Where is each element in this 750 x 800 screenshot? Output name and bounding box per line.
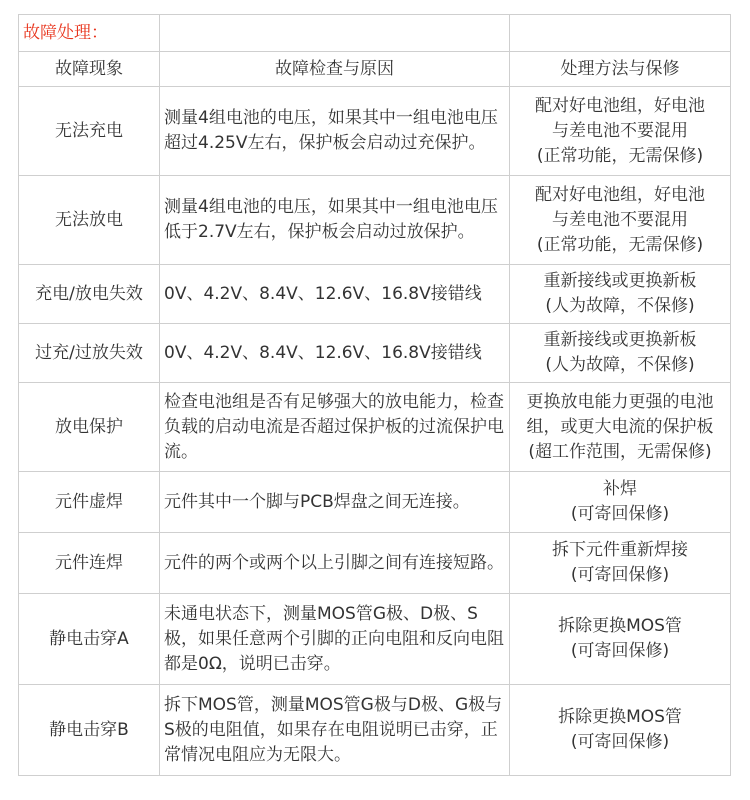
fix-line: (正常功能，无需保修) <box>536 145 704 166</box>
fix-line: (人为故障，不保修) <box>545 296 695 316</box>
fix-line: 配对好电池组，好电池 <box>535 184 705 205</box>
fix-line: (正常功能，无需保修) <box>536 234 704 255</box>
check-cell: 测量4组电池的电压，如果其中一组电池电压超过4.25V左右，保护板会启动过充保护。 <box>160 87 510 176</box>
symptom-cell: 过充/过放失效 <box>19 324 160 383</box>
fix-cell <box>510 176 731 265</box>
fix-cell <box>510 533 731 594</box>
check-cell: 元件其中一个脚与PCB焊盘之间无连接。 <box>160 472 510 533</box>
check-cell: 0V、4.2V、8.4V、12.6V、16.8V接错线 <box>160 324 510 383</box>
symptom-cell: 静电击穿A <box>19 594 160 685</box>
fix-cell <box>510 594 731 685</box>
table-row <box>19 324 731 383</box>
check-cell: 元件的两个或两个以上引脚之间有连接短路。 <box>160 533 510 594</box>
fix-line: (可寄回保修) <box>570 504 670 524</box>
fix-line: (人为故障，不保修) <box>545 355 695 375</box>
fix-cell <box>510 265 731 324</box>
symptom-cell: 无法充电 <box>19 87 160 176</box>
fix-line: 更换放电能力更强的电池 <box>526 391 714 412</box>
fix-line: 拆除更换MOS管 <box>558 616 682 636</box>
table-row <box>19 594 731 685</box>
fix-line: 与差电池不要混用 <box>552 120 688 141</box>
symptom-cell: 元件虚焊 <box>19 472 160 533</box>
title-row <box>19 15 731 52</box>
table-row <box>19 176 731 265</box>
fault-table <box>18 14 731 776</box>
check-cell: 测量4组电池的电压，如果其中一组电池电压低于2.7V左右，保护板会启动过放保护。 <box>160 176 510 265</box>
fix-cell <box>510 87 731 176</box>
table-row <box>19 383 731 472</box>
check-cell: 检查电池组是否有足够强大的放电能力，检查负载的启动电流是否超过保护板的过流保护电流。 <box>160 383 510 472</box>
fix-line: 重新接线或更换新板 <box>543 271 697 291</box>
table-title: 故障处理： <box>19 15 160 52</box>
empty-cell <box>160 15 510 52</box>
fix-cell <box>510 472 731 533</box>
table-row <box>19 533 731 594</box>
header-check: 故障检查与原因 <box>160 52 510 87</box>
fix-cell <box>510 324 731 383</box>
table-row <box>19 472 731 533</box>
fix-line: (可寄回保修) <box>570 641 670 661</box>
fix-line: (超工作范围，无需保修) <box>528 441 712 462</box>
fix-line: 补焊 <box>603 479 637 499</box>
fix-line: 配对好电池组，好电池 <box>535 95 705 116</box>
table-row <box>19 265 731 324</box>
table-row <box>19 685 731 776</box>
symptom-cell: 放电保护 <box>19 383 160 472</box>
symptom-cell: 无法放电 <box>19 176 160 265</box>
symptom-cell: 充电/放电失效 <box>19 265 160 324</box>
fix-line: 重新接线或更换新板 <box>543 330 697 350</box>
fix-line: 拆下元件重新焊接 <box>552 540 688 560</box>
symptom-cell: 元件连焊 <box>19 533 160 594</box>
symptom-cell: 静电击穿B <box>19 685 160 776</box>
check-cell: 拆下MOS管，测量MOS管G极与D极、G极与S极的电阻值，如果存在电阻说明已击穿，正常情况电阻应为无限大。 <box>160 685 510 776</box>
fix-line: 拆除更换MOS管 <box>558 707 682 727</box>
header-fix: 处理方法与保修 <box>510 52 731 87</box>
empty-cell <box>510 15 731 52</box>
fix-line: 组，或更大电流的保护板 <box>526 416 714 437</box>
fix-line: (可寄回保修) <box>570 565 670 585</box>
fix-cell <box>510 383 731 472</box>
check-cell: 0V、4.2V、8.4V、12.6V、16.8V接错线 <box>160 265 510 324</box>
fix-cell <box>510 685 731 776</box>
header-symptom: 故障现象 <box>19 52 160 87</box>
fix-line: 与差电池不要混用 <box>552 209 688 230</box>
header-row <box>19 52 731 87</box>
table-row <box>19 87 731 176</box>
check-cell: 未通电状态下，测量MOS管G极、D极、S极，如果任意两个引脚的正向电阻和反向电阻都是0Ω，说明已击穿。 <box>160 594 510 685</box>
fix-line: (可寄回保修) <box>570 732 670 752</box>
